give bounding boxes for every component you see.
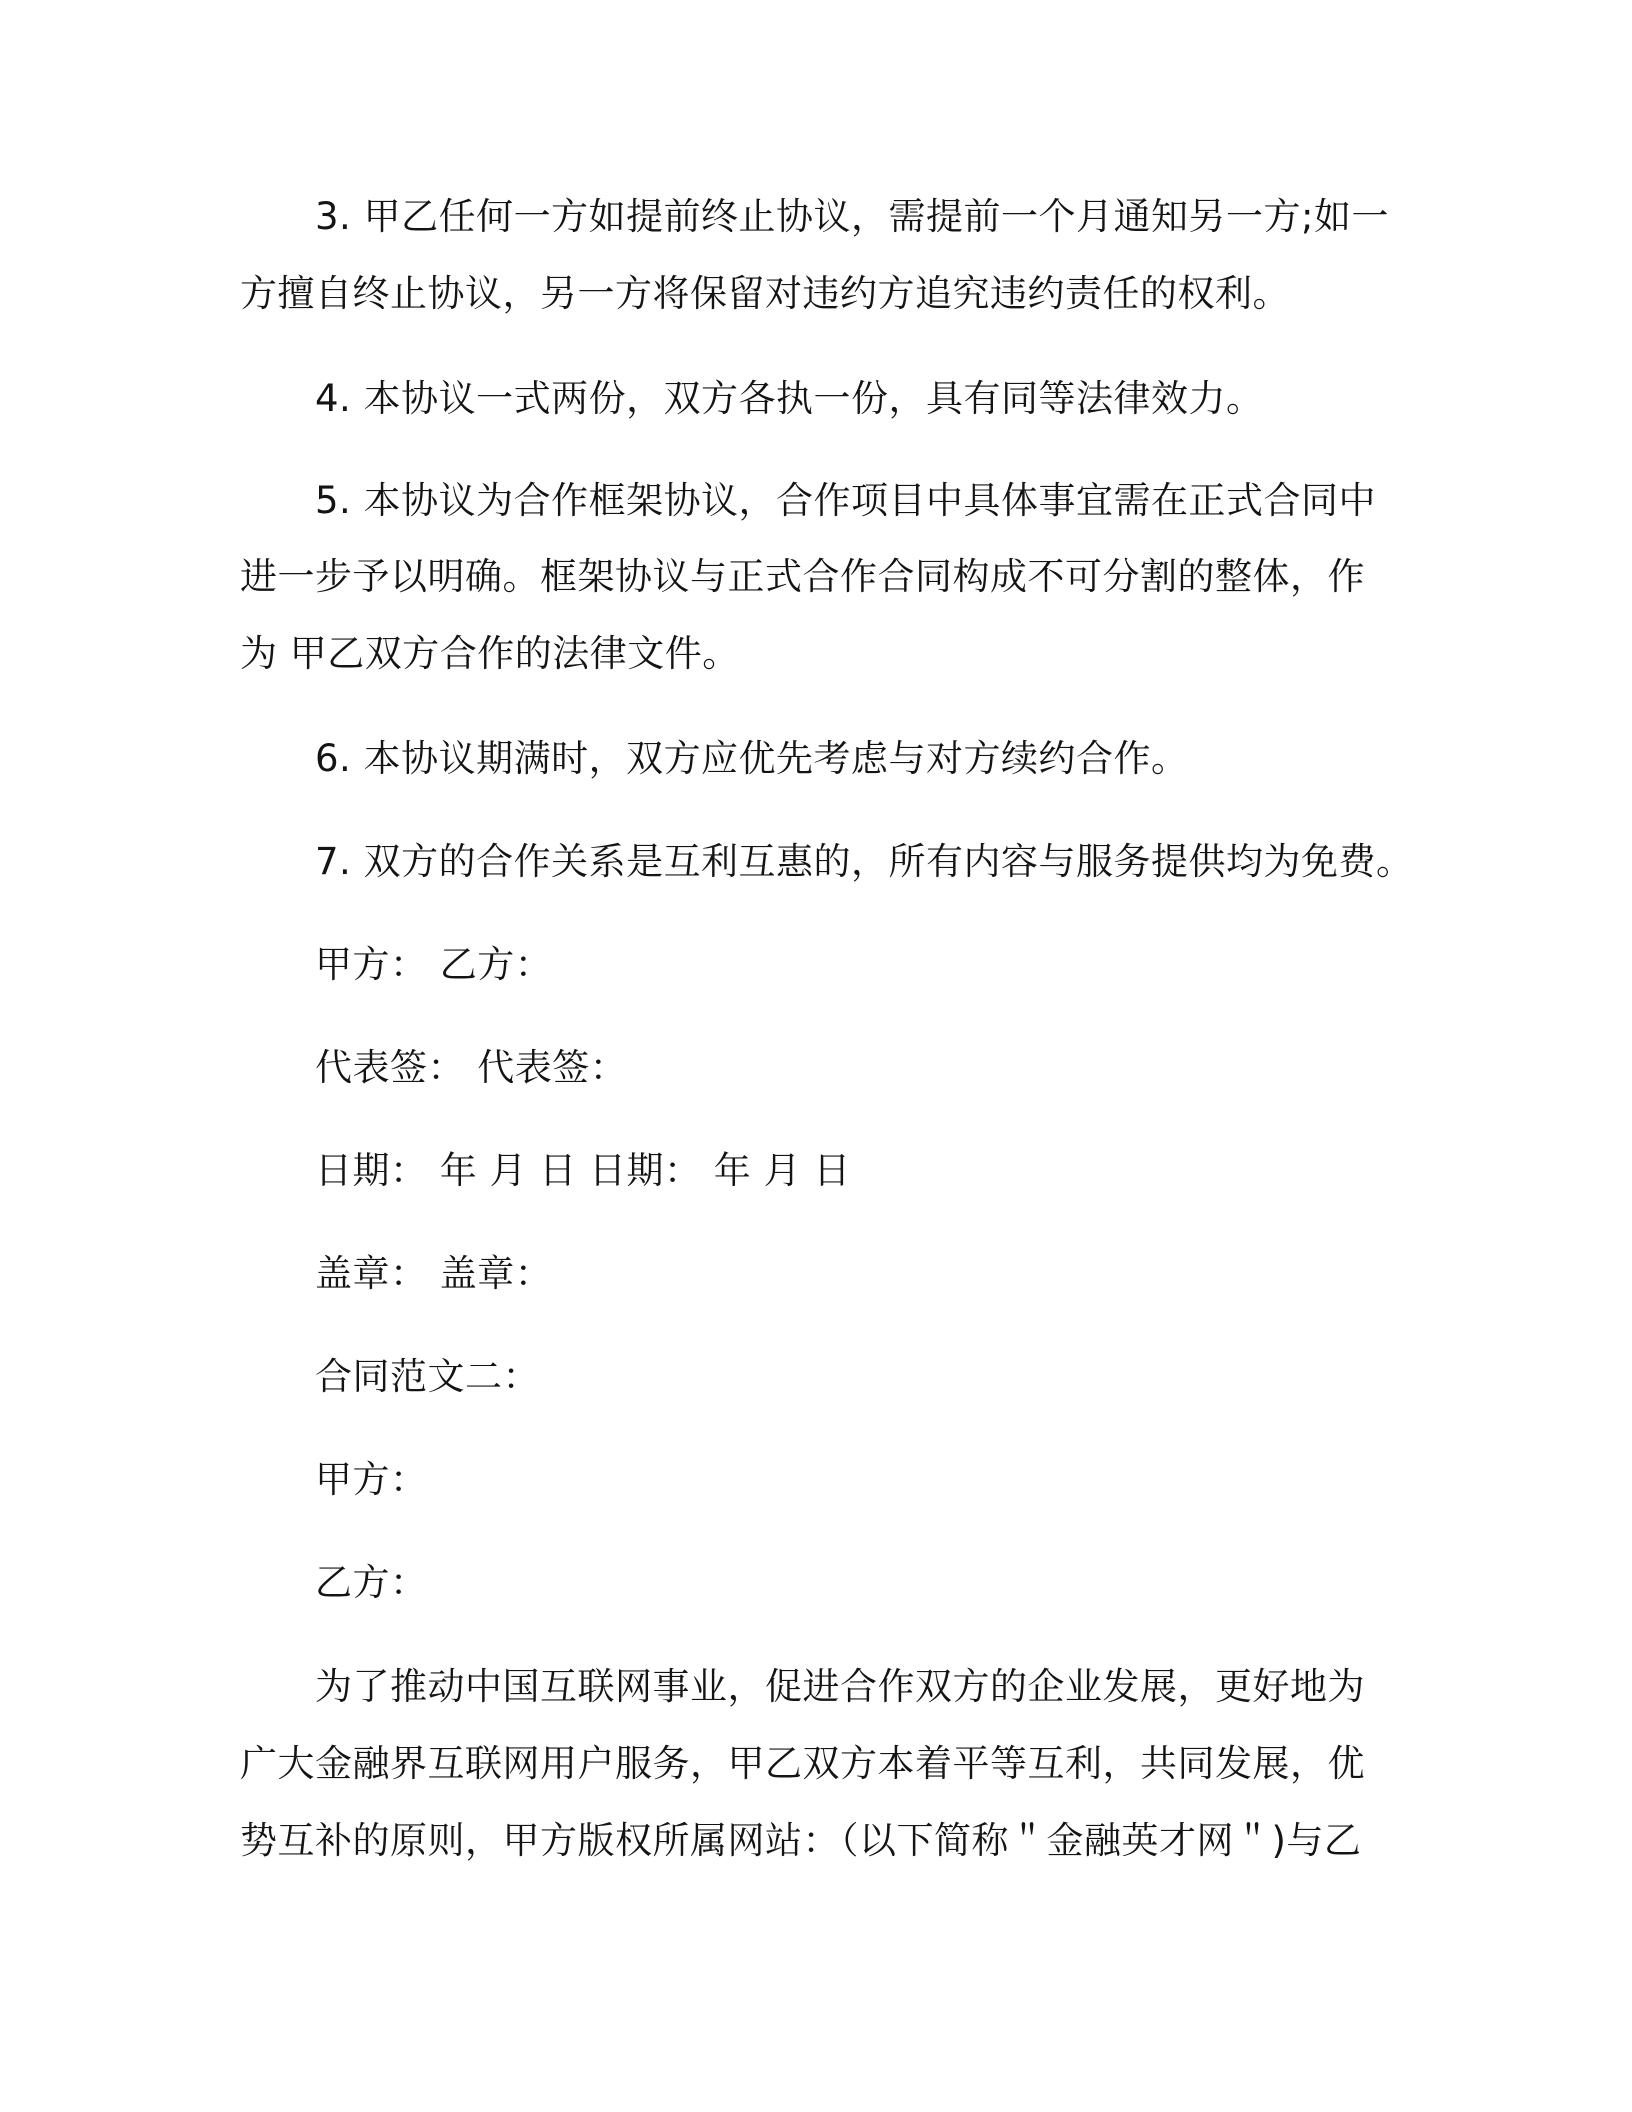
party-a-label: 甲方： <box>315 1458 428 1501</box>
clause-5-line-3: 为 甲乙双方合作的法律文件。 <box>240 632 740 675</box>
seal-line: 盖章： 盖章： <box>315 1252 553 1295</box>
party-label-line: 甲方： 乙方： <box>315 943 553 986</box>
clause-6: 6. 本协议期满时，双方应优先考虑与对方续约合作。 <box>315 737 1189 780</box>
clause-5-line-2: 进一步予以明确。框架协议与正式合作合同构成不可分割的整体，作 <box>240 555 1365 598</box>
date-line: 日期： 年 月 日 日期： 年 月 日 <box>315 1149 851 1192</box>
preamble-line-1: 为了推动中国互联网事业，促进合作双方的企业发展，更好地为 <box>315 1665 1365 1708</box>
party-b-label: 乙方： <box>315 1561 428 1604</box>
clause-5-line-1: 5. 本协议为合作框架协议，合作项目中具体事宜需在正式合同中 <box>315 479 1377 522</box>
clause-7: 7. 双方的合作关系是互利互惠的，所有内容与服务提供均为免费。 <box>315 840 1414 883</box>
preamble-line-3: 势互补的原则，甲方版权所属网站：（以下简称＂金融英才网＂)与乙 <box>240 1819 1362 1862</box>
preamble-line-2: 广大金融界互联网用户服务，甲乙双方本着平等互利，共同发展，优 <box>240 1742 1365 1785</box>
clause-4: 4. 本协议一式两份，双方各执一份，具有同等法律效力。 <box>315 377 1264 420</box>
signature-line: 代表签： 代表签： <box>315 1046 628 1089</box>
clause-3-line-2: 方擅自终止协议，另一方将保留对违约方追究违约责任的权利。 <box>240 272 1290 315</box>
sample-contract-two-heading: 合同范文二： <box>315 1355 540 1398</box>
clause-3-line-1: 3. 甲乙任何一方如提前终止协议，需提前一个月通知另一方;如一 <box>315 195 1390 238</box>
